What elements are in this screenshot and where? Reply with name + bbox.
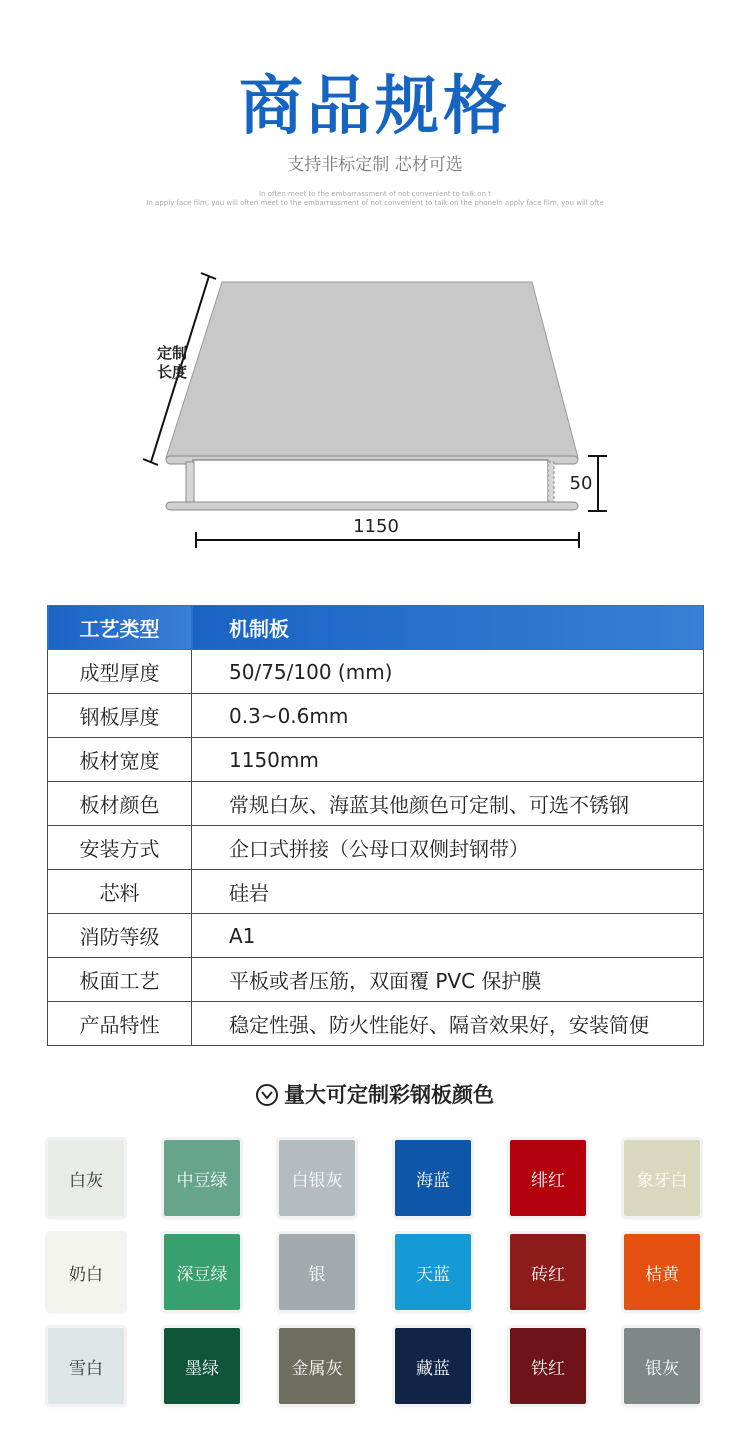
spec-value: 50/75/100 (mm) bbox=[192, 650, 704, 694]
spec-key: 板面工艺 bbox=[48, 958, 192, 1002]
color-swatch: 金属灰 bbox=[279, 1328, 355, 1404]
decorative-fine-text: In often meet to the embarrassment of not convenient to talk on t bbox=[258, 190, 491, 198]
spec-key: 工艺类型 bbox=[48, 606, 192, 650]
colors-heading bbox=[0, 1078, 750, 1112]
spec-key: 板材宽度 bbox=[48, 738, 192, 782]
color-swatch: 中豆绿 bbox=[164, 1140, 240, 1216]
panel-bottom-lip bbox=[166, 502, 578, 510]
color-swatch: 墨绿 bbox=[164, 1328, 240, 1404]
spec-value: 0.3~0.6mm bbox=[192, 694, 704, 738]
spec-row bbox=[48, 1002, 704, 1046]
color-swatch: 象牙白 bbox=[624, 1140, 700, 1216]
spec-row bbox=[48, 826, 704, 870]
color-swatch: 白灰 bbox=[48, 1140, 124, 1216]
panel-core bbox=[193, 460, 548, 506]
panel-diagram bbox=[0, 255, 750, 555]
color-swatch: 深豆绿 bbox=[164, 1234, 240, 1310]
spec-value: A1 bbox=[192, 914, 704, 958]
thickness-label: 50 bbox=[569, 473, 593, 494]
spec-key: 消防等级 bbox=[48, 914, 192, 958]
spec-key: 钢板厚度 bbox=[48, 694, 192, 738]
length-label: 定制 bbox=[156, 344, 188, 362]
color-swatch: 天蓝 bbox=[395, 1234, 471, 1310]
spec-row bbox=[48, 914, 704, 958]
spec-row bbox=[48, 782, 704, 826]
spec-row bbox=[48, 694, 704, 738]
page-subtitle: 支持非标定制 芯材可选 bbox=[287, 155, 463, 175]
panel-side-right bbox=[548, 462, 554, 506]
colors-heading-text: 量大可定制彩钢板颜色 bbox=[284, 1083, 494, 1107]
color-swatch: 奶白 bbox=[48, 1234, 124, 1310]
color-swatch: 桔黄 bbox=[624, 1234, 700, 1310]
width-label: 1150 bbox=[353, 516, 399, 537]
spec-key: 芯料 bbox=[48, 870, 192, 914]
color-swatch: 铁红 bbox=[510, 1328, 586, 1404]
spec-value: 企口式拼接（公母口双侧封钢带） bbox=[192, 826, 704, 870]
spec-row bbox=[48, 870, 704, 914]
color-swatch: 绯红 bbox=[510, 1140, 586, 1216]
spec-value: 常规白灰、海蓝其他颜色可定制、可选不锈钢 bbox=[192, 782, 704, 826]
spec-key: 产品特性 bbox=[48, 1002, 192, 1046]
spec-key: 安装方式 bbox=[48, 826, 192, 870]
spec-row bbox=[48, 738, 704, 782]
spec-row bbox=[48, 650, 704, 694]
panel-top-face bbox=[166, 282, 578, 458]
spec-header-row bbox=[48, 606, 704, 650]
spec-table bbox=[47, 605, 704, 1046]
decorative-fine-text: In apply face film, you will often meet to the embarrassment of not convenient to talk on the phoneln apply face film, you will ofte bbox=[146, 199, 604, 207]
spec-value: 平板或者压筋，双面覆 PVC 保护膜 bbox=[192, 958, 704, 1002]
chevron-down-circle-icon bbox=[256, 1084, 278, 1106]
spec-value: 机制板 bbox=[192, 606, 704, 650]
spec-value: 稳定性强、防火性能好、隔音效果好，安装简便 bbox=[192, 1002, 704, 1046]
spec-key: 板材颜色 bbox=[48, 782, 192, 826]
spec-value: 硅岩 bbox=[192, 870, 704, 914]
spec-key: 成型厚度 bbox=[48, 650, 192, 694]
color-swatch: 砖红 bbox=[510, 1234, 586, 1310]
color-swatch: 海蓝 bbox=[395, 1140, 471, 1216]
color-swatch: 雪白 bbox=[48, 1328, 124, 1404]
panel-side-left bbox=[186, 462, 194, 506]
color-swatch: 银灰 bbox=[624, 1328, 700, 1404]
spec-value: 1150mm bbox=[192, 738, 704, 782]
length-label: 长度 bbox=[156, 363, 188, 381]
spec-row bbox=[48, 958, 704, 1002]
color-swatch: 藏蓝 bbox=[395, 1328, 471, 1404]
color-swatch: 银 bbox=[279, 1234, 355, 1310]
page-title: 商品规格 bbox=[239, 70, 511, 144]
color-swatch: 白银灰 bbox=[279, 1140, 355, 1216]
